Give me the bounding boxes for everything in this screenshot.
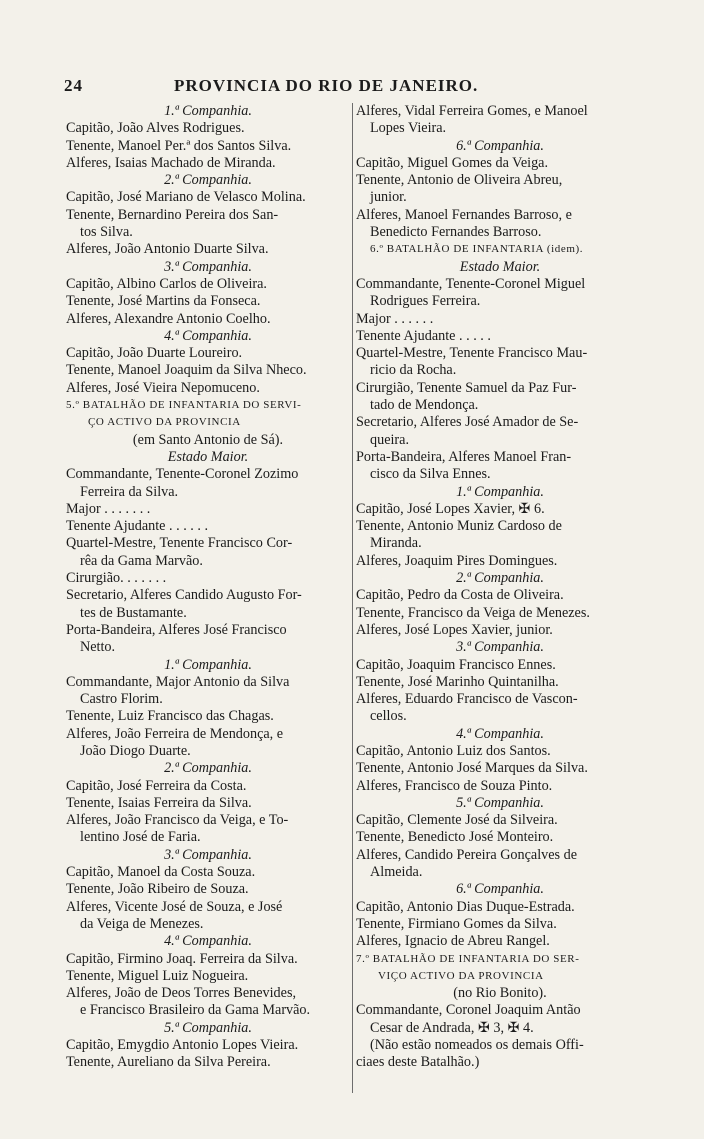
- text-line: Alferes, João Ferreira de Mendonça, e: [66, 725, 284, 742]
- text-line: tes de Bustamante.: [80, 604, 187, 621]
- text-line: Tenente, Antonio José Marques da Silva.: [356, 760, 588, 777]
- text-line: Alferes, Eduardo Francisco de Vascon-: [356, 691, 578, 708]
- text-line: Tenente, Firmiano Gomes da Silva.: [356, 915, 557, 932]
- text-line: Capitão, José Lopes Xavier, ✠ 6.: [356, 500, 545, 517]
- text-line: 3.ª Companhia.: [456, 639, 544, 656]
- text-line: 6.º BATALHÃO DE INFANTARIA (idem).: [370, 243, 584, 256]
- text-line: Lopes Vieira.: [370, 120, 447, 137]
- text-line: Capitão, Miguel Gomes da Veiga.: [356, 154, 549, 171]
- text-line: Alferes, Isaias Machado de Miranda.: [66, 154, 276, 171]
- text-line: Capitão, Antonio Dias Duque-Estrada.: [356, 898, 575, 915]
- text-line: Capitão, Pedro da Costa de Oliveira.: [356, 587, 564, 604]
- text-line: 7.º BATALHÃO DE INFANTARIA DO SER-: [356, 952, 580, 965]
- text-line: cellos.: [370, 708, 407, 725]
- text-line: Tenente, Francisco da Veiga de Menezes.: [356, 604, 590, 621]
- text-line: Tenente, José Marinho Quintanilha.: [356, 673, 559, 690]
- column-divider: [352, 103, 353, 1093]
- text-line: queira.: [370, 431, 409, 448]
- text-line: Capitão, Joaquim Francisco Ennes.: [356, 656, 556, 673]
- text-line: da Veiga de Menezes.: [80, 915, 204, 932]
- text-line: Tenente, Aureliano da Silva Pereira.: [66, 1054, 271, 1071]
- text-line: Major . . . . . . .: [66, 500, 151, 517]
- text-line: Major . . . . . .: [356, 310, 434, 327]
- text-line: Tenente, Isaias Ferreira da Silva.: [66, 794, 252, 811]
- text-line: Ferreira da Silva.: [80, 483, 179, 500]
- text-line: Porta-Bandeira, Alferes José Francisco: [66, 621, 287, 638]
- text-line: (Não estão nomeados os demais Offi-: [370, 1037, 584, 1054]
- text-line: Commandante, Major Antonio da Silva: [66, 673, 290, 690]
- text-line: Rodrigues Ferreira.: [370, 293, 481, 310]
- text-line: Tenente, Manoel Per.ª dos Santos Silva.: [66, 137, 292, 154]
- text-line: Alferes, Vidal Ferreira Gomes, e Manoel: [356, 103, 588, 119]
- text-line: João Diogo Duarte.: [80, 742, 191, 759]
- text-line: Porta-Bandeira, Alferes Manoel Fran-: [356, 448, 572, 465]
- text-line: Tenente, Antonio de Oliveira Abreu,: [356, 172, 563, 189]
- text-line: Alferes, João Francisco da Veiga, e To-: [66, 812, 289, 829]
- text-line: Quartel-Mestre, Tenente Francisco Mau-: [356, 345, 588, 362]
- text-line: 1.ª Companhia.: [164, 103, 252, 119]
- text-line: Quartel-Mestre, Tenente Francisco Cor-: [66, 535, 293, 552]
- text-line: Tenente, Miguel Luiz Nogueira.: [66, 967, 249, 984]
- text-line: Alferes, José Vieira Nepomuceno.: [66, 379, 260, 396]
- text-line: ÇO ACTIVO DA PROVINCIA: [88, 416, 241, 429]
- text-line: Miranda.: [370, 535, 422, 552]
- text-line: (no Rio Bonito).: [453, 985, 547, 1002]
- text-line: Benedicto Fernandes Barroso.: [370, 224, 542, 241]
- text-line: Commandante, Coronel Joaquim Antão: [356, 1002, 581, 1019]
- text-line: Tenente, João Ribeiro de Souza.: [66, 881, 249, 898]
- text-line: Tenente Ajudante . . . . .: [356, 327, 491, 344]
- text-line: Alferes, João de Deos Torres Benevides,: [66, 985, 297, 1002]
- text-line: 2.ª Companhia.: [164, 172, 252, 189]
- text-line: 6.ª Companhia.: [456, 137, 544, 154]
- text-line: e Francisco Brasileiro da Gama Marvão.: [80, 1002, 311, 1019]
- text-line: Cirurgião. . . . . . .: [66, 570, 167, 587]
- text-line: 5.ª Companhia.: [456, 794, 544, 811]
- text-line: 3.ª Companhia.: [164, 258, 252, 275]
- text-line: Capitão, José Ferreira da Costa.: [66, 777, 247, 794]
- text-line: 1.ª Companhia.: [456, 483, 544, 500]
- text-line: Commandante, Tenente-Coronel Zozimo: [66, 466, 299, 483]
- running-title: PROVINCIA DO RIO DE JANEIRO.: [174, 76, 479, 95]
- text-line: 2.ª Companhia.: [164, 760, 252, 777]
- text-line: Tenente Ajudante . . . . . .: [66, 518, 209, 535]
- left-column: [66, 103, 350, 1113]
- text-line: Alferes, Ignacio de Abreu Rangel.: [356, 933, 550, 950]
- text-line: tos Silva.: [80, 224, 133, 241]
- text-line: 4.ª Companhia.: [164, 327, 252, 344]
- text-line: 4.ª Companhia.: [164, 933, 252, 950]
- text-line: Castro Florim.: [80, 691, 163, 708]
- text-line: Alferes, Manoel Fernandes Barroso, e: [356, 206, 572, 223]
- text-line: Alferes, Candido Pereira Gonçalves de: [356, 846, 578, 863]
- text-line: Tenente, Bernardino Pereira dos San-: [66, 206, 279, 223]
- text-line: Tenente, Antonio Muniz Cardoso de: [356, 518, 562, 535]
- text-line: VIÇO ACTIVO DA PROVINCIA: [378, 969, 544, 982]
- text-line: lentino José de Faria.: [80, 829, 201, 846]
- text-line: Capitão, Firmino Joaq. Ferreira da Silva.: [66, 950, 298, 967]
- text-line: Estado Maior.: [167, 448, 249, 465]
- text-line: Alferes, João Antonio Duarte Silva.: [66, 241, 269, 258]
- text-line: Cesar de Andrada, ✠ 3, ✠ 4.: [370, 1019, 534, 1036]
- text-line: 1.ª Companhia.: [164, 656, 252, 673]
- text-line: Capitão, Albino Carlos de Oliveira.: [66, 275, 267, 292]
- text-line: 6.ª Companhia.: [456, 881, 544, 898]
- text-line: ciaes deste Batalhão.): [356, 1054, 480, 1071]
- text-line: Alferes, Joaquim Pires Domingues.: [356, 552, 558, 569]
- text-line: cisco da Silva Ennes.: [370, 466, 491, 483]
- text-line: Estado Maior.: [459, 258, 541, 275]
- page-number: 24: [64, 76, 83, 95]
- text-line: Capitão, Manoel da Costa Souza.: [66, 864, 256, 881]
- text-line: 3.ª Companhia.: [164, 846, 252, 863]
- text-line: 2.ª Companhia.: [456, 570, 544, 587]
- right-column: [356, 103, 644, 1113]
- text-line: Tenente, José Martins da Fonseca.: [66, 293, 261, 310]
- text-line: Capitão, João Alves Rodrigues.: [66, 120, 245, 137]
- text-line: Alferes, Vicente José de Souza, e José: [66, 898, 283, 915]
- text-line: junior.: [370, 189, 407, 206]
- text-line: Capitão, José Mariano de Velasco Molina.: [66, 189, 306, 206]
- text-line: 5.º BATALHÃO DE INFANTARIA DO SERVI-: [66, 399, 302, 412]
- text-line: Commandante, Tenente-Coronel Miguel: [356, 275, 586, 292]
- text-line: rêa da Gama Marvão.: [80, 552, 203, 569]
- text-line: Tenente, Manoel Joaquim da Silva Nheco.: [66, 362, 307, 379]
- text-line: Capitão, Antonio Luiz dos Santos.: [356, 742, 551, 759]
- text-line: 5.ª Companhia.: [164, 1019, 252, 1036]
- text-line: Almeida.: [370, 864, 423, 881]
- text-line: Alferes, Alexandre Antonio Coelho.: [66, 310, 271, 327]
- text-line: Capitão, Emygdio Antonio Lopes Vieira.: [66, 1037, 299, 1054]
- text-line: Capitão, João Duarte Loureiro.: [66, 345, 243, 362]
- text-line: Secretario, Alferes José Amador de Se-: [356, 414, 579, 431]
- text-line: 4.ª Companhia.: [456, 725, 544, 742]
- text-line: Tenente, Luiz Francisco das Chagas.: [66, 708, 274, 725]
- text-line: Capitão, Clemente José da Silveira.: [356, 812, 558, 829]
- text-line: Alferes, Francisco de Souza Pinto.: [356, 777, 553, 794]
- text-line: (em Santo Antonio de Sá).: [132, 431, 284, 448]
- page-header: [64, 76, 644, 100]
- text-line: Alferes, José Lopes Xavier, junior.: [356, 621, 553, 638]
- text-line: Secretario, Alferes Candido Augusto For-: [66, 587, 302, 604]
- text-line: ricio da Rocha.: [370, 362, 457, 379]
- text-line: Tenente, Benedicto José Monteiro.: [356, 829, 554, 846]
- text-line: Cirurgião, Tenente Samuel da Paz Fur-: [356, 379, 577, 396]
- text-line: Netto.: [80, 639, 116, 656]
- text-line: tado de Mendonça.: [370, 397, 479, 414]
